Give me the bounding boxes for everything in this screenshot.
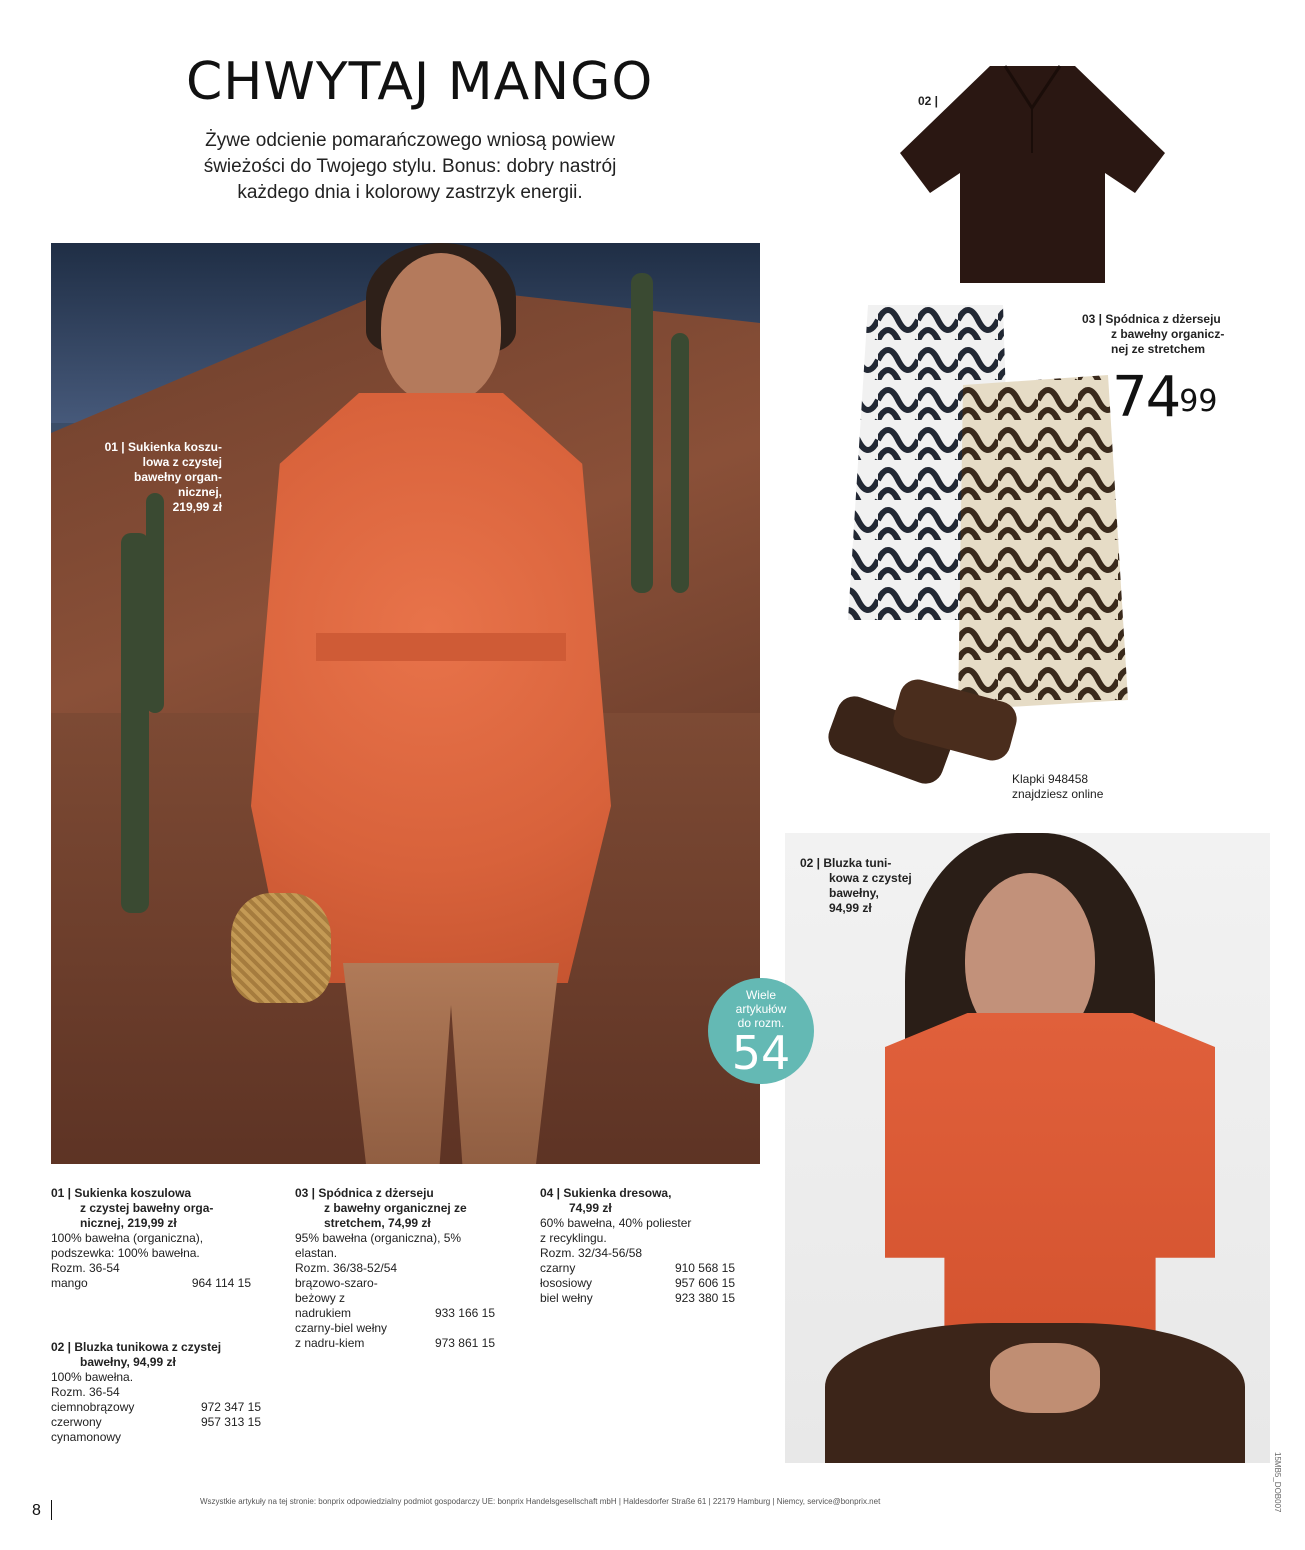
- product-info-03: 03 | Spódnica z dżerseju z bawełny organicznej ze stretchem, 74,99 zł 95% bawełna (organiczna), 5% elastan. Rozm. 36/38-52/54 brązowo-szaro-beżowy z nadrukiem 933 166 15 czarny-biel wełny z nadru-kiem 973 861 15: [295, 1186, 495, 1350]
- label-skirt: 03 | Spódnica z dżerseju z bawełny organicz- nej ze stretchem: [1082, 312, 1225, 356]
- legal-footer: Wszystkie artykuły na tej stronie: bonprix odpowiedzialny podmiot gospodarczy UE: bonprix Handelsgesellschaft mbH | Haldesdorfer Straße 61 | 22179 Hamburg | Niemcy, service@bonprix.net: [200, 1497, 881, 1506]
- sandals-image: [815, 665, 1015, 805]
- dress-belt: [316, 633, 566, 661]
- product-variant-row: czarny-biel wełny z nadru-kiem 973 861 15: [295, 1321, 495, 1350]
- divider: [51, 1500, 52, 1520]
- orange-blouse: [885, 1013, 1215, 1353]
- product-variant-row: łososiowy 957 606 15: [540, 1276, 735, 1290]
- product-variant-row: brązowo-szaro-beżowy z nadrukiem 933 166 15: [295, 1276, 495, 1320]
- size-badge: Wiele artykułów do rozm. 54: [708, 978, 814, 1084]
- product-variant-row: biel wełny 923 380 15: [540, 1291, 735, 1305]
- page-number: 8: [32, 1502, 41, 1519]
- product-info-01: 01 | Sukienka koszulowa z czystej bawełny orga- nicznej, 219,99 zł 100% bawełna (organiczna), podszewka: 100% bawełna. Rozm. 36-54 mango 964 114 15: [51, 1186, 251, 1290]
- catalog-code: 15MB5_DOB007: [1273, 1452, 1282, 1513]
- skirts-image: [838, 300, 1138, 720]
- price-highlight: $74^{99}$: [1112, 365, 1218, 430]
- product-variant-row: czerwony cynamonowy 957 313 15: [51, 1415, 261, 1444]
- label-shirt-num: 02 |: [918, 94, 939, 108]
- model-face: [381, 253, 501, 403]
- model-hands: [990, 1343, 1100, 1413]
- brown-shirt-image: [895, 58, 1170, 283]
- page-title: CHWYTAJ MANGO: [186, 52, 654, 112]
- model-photo-blouse: [785, 833, 1270, 1463]
- model-photo-dress: [51, 243, 760, 1164]
- label-blouse: 02 | Bluzka tuni- kowa z czystej bawełny, 94,99 zł: [800, 856, 912, 915]
- orange-dress: [251, 393, 611, 983]
- product-info-02: 02 | Bluzka tunikowa z czystej bawełny, 94,99 zł 100% bawełna. Rozm. 36-54 ciemnobrązowy 972 347 15 czerwony cynamonowy 957 313 15: [51, 1340, 261, 1444]
- cactus: [671, 333, 689, 593]
- label-sandals: Klapki 948458 znajdziesz online: [1012, 772, 1104, 801]
- cactus: [631, 273, 653, 593]
- label-dress: 01 | Sukienka koszu- lowa z czystej bawełny organ- nicznej, 219,99 zł: [104, 440, 222, 514]
- product-info-04: 04 | Sukienka dresowa, 74,99 zł 60% bawełna, 40% poliester z recyklingu. Rozm. 32/34-56/58 czarny 910 568 15 łososiowy 957 606 15 biel wełny 923 380 15: [540, 1186, 735, 1305]
- product-variant-row: czarny 910 568 15: [540, 1261, 735, 1275]
- cactus: [146, 493, 164, 713]
- cactus: [121, 533, 149, 913]
- product-variant-row: mango 964 114 15: [51, 1276, 251, 1290]
- straw-clutch: [231, 893, 331, 1003]
- intro-text: Żywe odcienie pomarańczowego wniosą powiew świeżości do Twojego stylu. Bonus: dobry nastrój każdego dnia i kolorowy zastrzyk energii.: [203, 130, 617, 203]
- product-variant-row: ciemnobrązowy 972 347 15: [51, 1400, 261, 1414]
